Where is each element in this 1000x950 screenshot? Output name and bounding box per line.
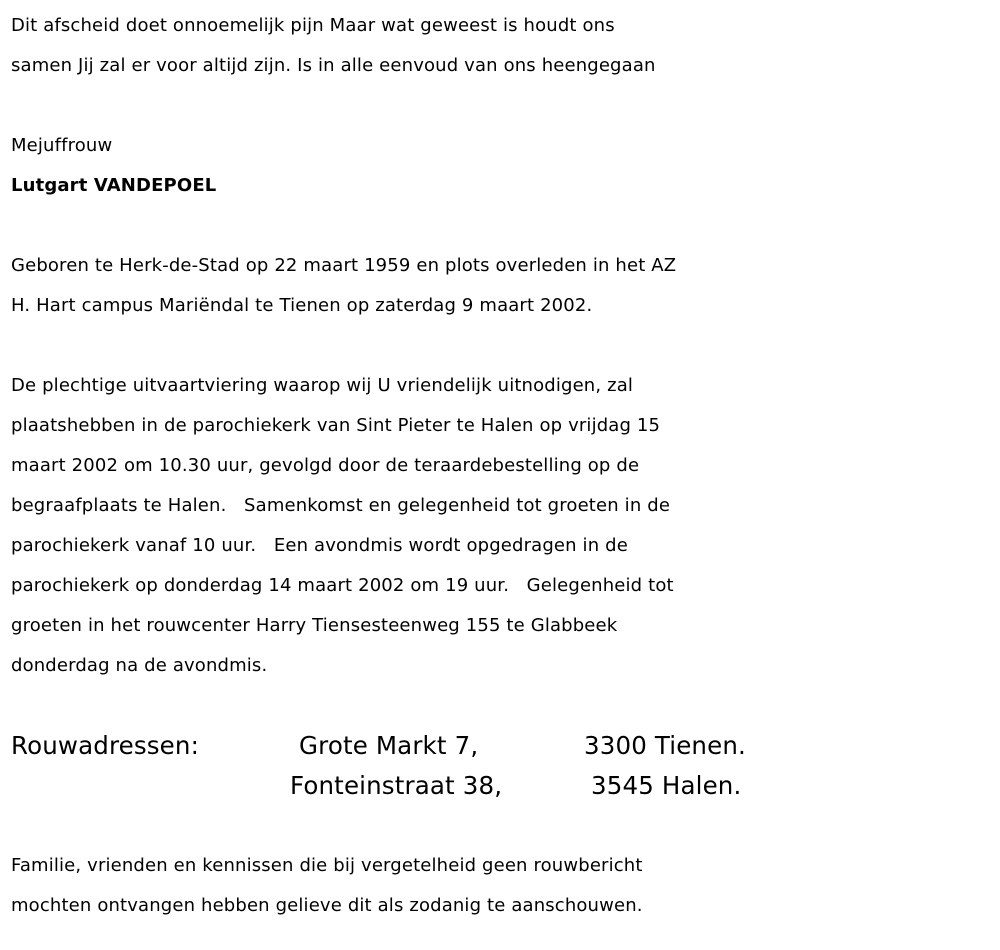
funeral-line-5: parochiekerk vanaf 10 uur. Een avondmis wordt opgedragen in de xyxy=(11,535,628,556)
deceased-name: Lutgart VANDEPOEL xyxy=(11,175,217,196)
address-city: 3300 Tienen. xyxy=(584,731,746,760)
spacer xyxy=(11,86,991,126)
mourning-addresses xyxy=(11,726,991,806)
spacer xyxy=(11,206,991,246)
honorific-title: Mejuffrouw xyxy=(11,135,113,156)
birth-line-1: Geboren te Herk-de-Stad op 22 maart 1959 en plots overleden in het AZ xyxy=(11,255,677,276)
closing-line-2: mochten ontvangen hebben gelieve dit als zodanig te aanschouwen. xyxy=(11,895,643,916)
address-street: Grote Markt 7, xyxy=(299,731,479,760)
funeral-line-1: De plechtige uitvaartviering waarop wij U vriendelijk uitnodigen, zal xyxy=(11,375,634,396)
poem-line-2: samen Jij zal er voor altijd zijn. Is in alle eenvoud van ons heengegaan xyxy=(11,55,656,76)
funeral-paragraph xyxy=(11,366,991,686)
spacer xyxy=(11,806,991,846)
spacer xyxy=(11,686,991,726)
poem-line-1: Dit afscheid doet onnoemelijk pijn Maar wat geweest is houdt ons xyxy=(11,15,615,36)
addresses-label: Rouwadressen: xyxy=(11,731,199,760)
closing-line-1: Familie, vrienden en kennissen die bij vergetelheid geen rouwbericht xyxy=(11,855,643,876)
address-street: Fonteinstraat 38, xyxy=(290,771,503,800)
spacer xyxy=(11,326,991,366)
birth-death-paragraph xyxy=(11,246,991,326)
funeral-line-4: begraafplaats te Halen. Samenkomst en gelegenheid tot groeten in de xyxy=(11,495,671,516)
closing-paragraph xyxy=(11,846,991,926)
death-notice xyxy=(11,6,991,926)
birth-line-2: H. Hart campus Mariëndal te Tienen op zaterdag 9 maart 2002. xyxy=(11,295,593,316)
funeral-line-6: parochiekerk op donderdag 14 maart 2002 om 19 uur. Gelegenheid tot xyxy=(11,575,674,596)
address-row xyxy=(11,726,991,766)
funeral-line-3: maart 2002 om 10.30 uur, gevolgd door de teraardebestelling op de xyxy=(11,455,640,476)
address-city: 3545 Halen. xyxy=(591,771,742,800)
funeral-line-2: plaatshebben in de parochiekerk van Sint Pieter te Halen op vrijdag 15 xyxy=(11,415,661,436)
funeral-line-8: donderdag na de avondmis. xyxy=(11,655,268,676)
funeral-line-7: groeten in het rouwcenter Harry Tiensesteenweg 155 te Glabbeek xyxy=(11,615,618,636)
address-row xyxy=(11,766,991,806)
poem xyxy=(11,6,991,86)
